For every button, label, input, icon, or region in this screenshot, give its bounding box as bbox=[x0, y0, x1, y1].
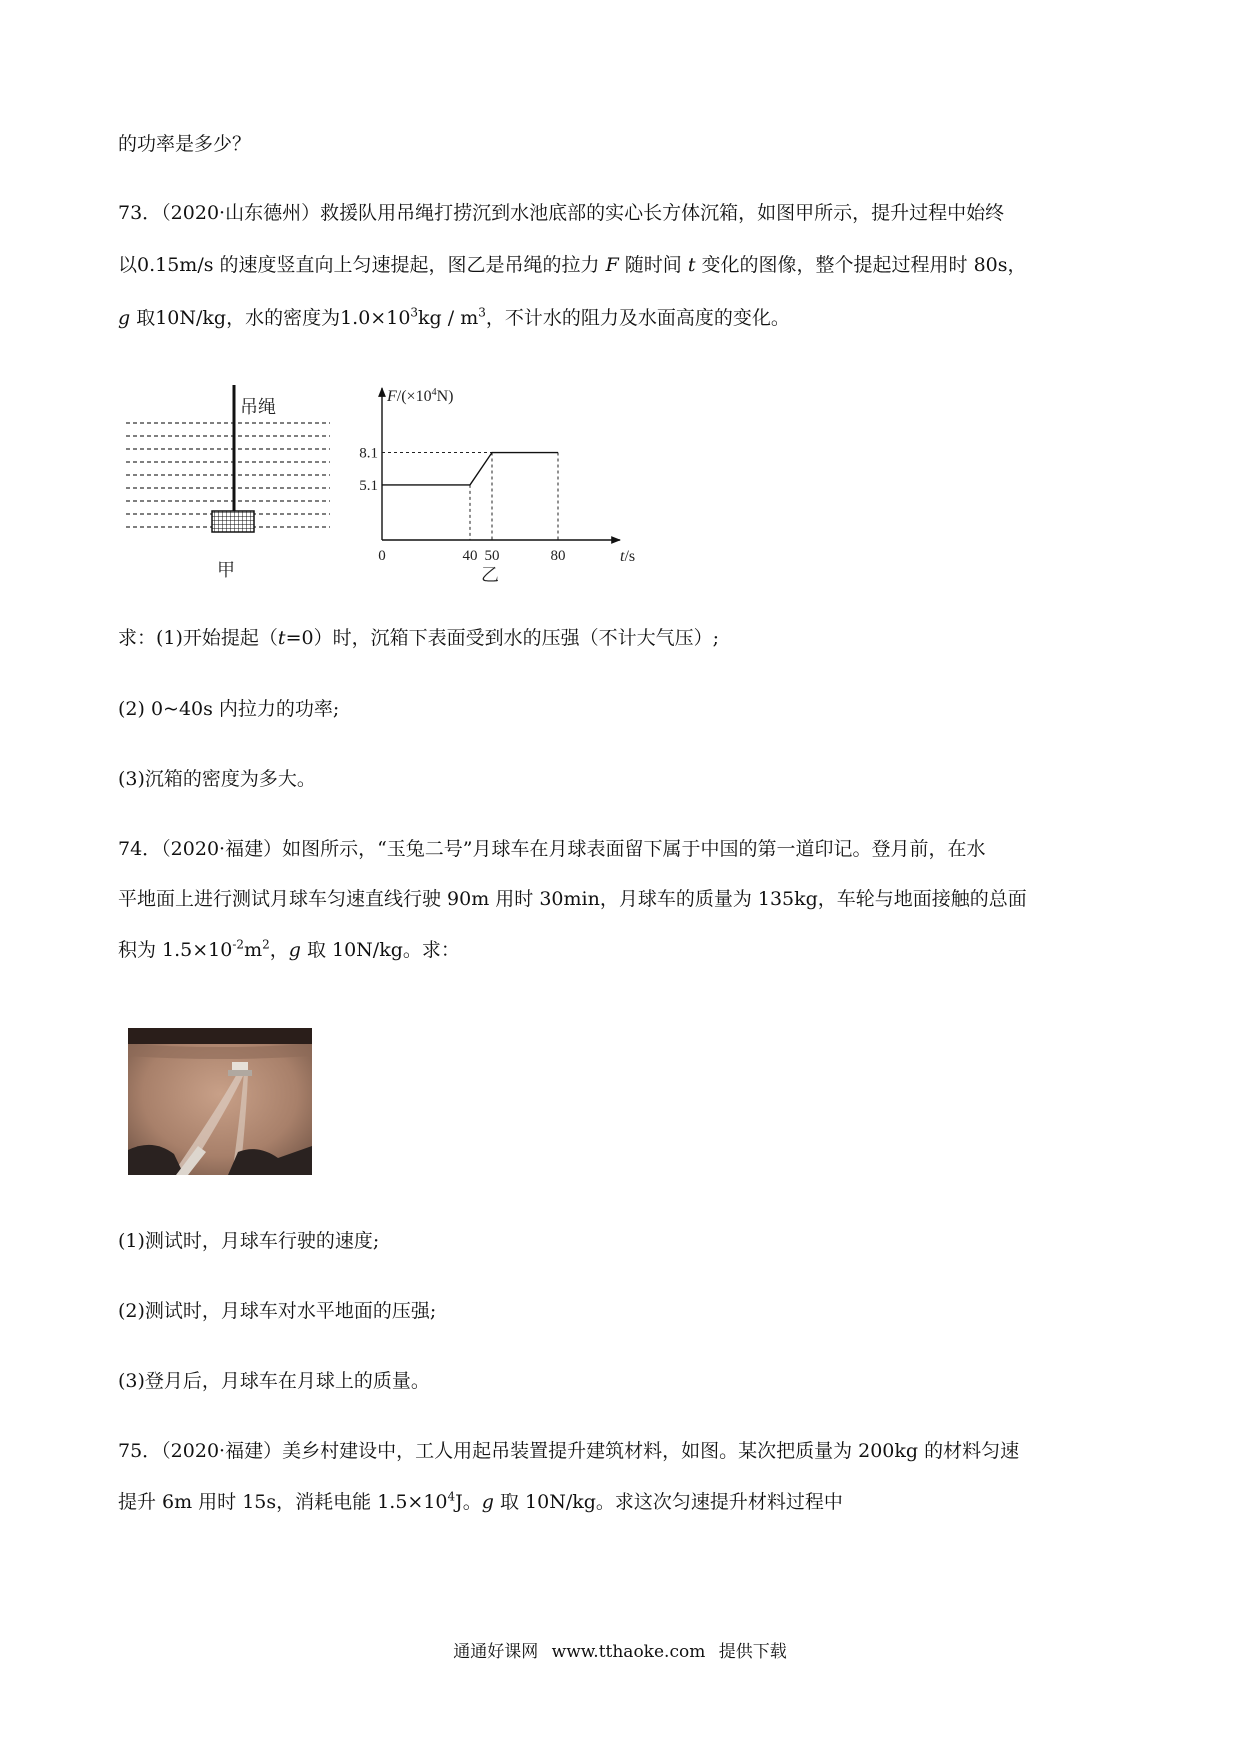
q75-line-2: 提升 6m 用时 15s，消耗电能 $1.5\times 10^4J$。g 取 10N/kg。求这次匀速提升材料过程中 bbox=[118, 1489, 843, 1513]
x-axis-label: t/s bbox=[620, 548, 636, 565]
q74-line-2: 平地面上进行测试月球车匀速直线行驶 90m 用时 30min，月球车的质量为 135kg，车轮与地面接触的总面 bbox=[118, 888, 1027, 910]
q73-sub-3: (3)沉箱的密度为多大。 bbox=[118, 768, 316, 790]
q73-sub-2: (2) 0~40s 内拉力的功率; bbox=[118, 698, 340, 720]
q74-line-1: 74．（2020·福建）如图所示，“玉兔二号”月球车在月球表面留下属于中国的第一道印记。登月前，在水 bbox=[118, 838, 986, 860]
figure-jia bbox=[118, 380, 333, 580]
yutu-rover-photo bbox=[128, 1028, 312, 1175]
page-footer bbox=[0, 1637, 1240, 1662]
caisson-box bbox=[212, 511, 254, 532]
figure-yi-chart bbox=[352, 380, 662, 585]
q74-sub-2: (2)测试时，月球车对水平地面的压强; bbox=[118, 1300, 437, 1322]
footer-site-name: 通通好课网 bbox=[453, 1642, 539, 1662]
footer-download: 提供下载 bbox=[718, 1642, 787, 1662]
q74-line-3: 积为 $1.5\times 10^{-2}m^2$，g 取 10N/kg。求： bbox=[118, 937, 460, 961]
x-tick-0: 0 bbox=[378, 548, 386, 564]
q73-line-3: g 取10N/kg，水的密度为$1.0\times 10^3kg / m^3$，不计水的阻力及水面高度的变化。 bbox=[118, 305, 790, 329]
force-series-line bbox=[382, 453, 558, 485]
y-axis-label: $F/(\times 10^4N)$ bbox=[387, 387, 454, 405]
q75-line-1: 75．（2020·福建）美乡村建设中，工人用起吊装置提升建筑材料，如图。某次把质量为 200kg 的材料匀速 bbox=[118, 1440, 1020, 1462]
q73-line-2: 以0.15m/s 的速度竖直向上匀速提起，图乙是吊绳的拉力 F 随时间 t 变化的图像，整个提起过程用时 80s， bbox=[118, 254, 1027, 276]
q74-sub-3: (3)登月后，月球车在月球上的质量。 bbox=[118, 1370, 430, 1392]
q73-sub-1: 求：(1)开始提起（t=0）时，沉箱下表面受到水的压强（不计大气压）; bbox=[118, 627, 719, 649]
q74-sub-1: (1)测试时，月球车行驶的速度; bbox=[118, 1230, 380, 1252]
x-tick-40: 40 bbox=[462, 548, 478, 564]
caption-yi: 乙 bbox=[481, 565, 499, 585]
q73-line-1: 73．（2020·山东德州）救援队用吊绳打捞沉到水池底部的实心长方体沉箱，如图甲所示，提升过程中始终 bbox=[118, 202, 1005, 224]
caption-jia: 甲 bbox=[217, 560, 235, 580]
x-tick-50: 50 bbox=[484, 548, 500, 564]
line-0: 的功率是多少？ bbox=[118, 133, 252, 155]
y-tick-5-1: 5.1 bbox=[359, 477, 378, 494]
rope-label: 吊绳 bbox=[240, 397, 276, 417]
footer-url[interactable]: www.tthaoke.com bbox=[551, 1642, 706, 1662]
y-tick-8-1: 8.1 bbox=[359, 445, 378, 462]
x-tick-80: 80 bbox=[550, 548, 566, 564]
